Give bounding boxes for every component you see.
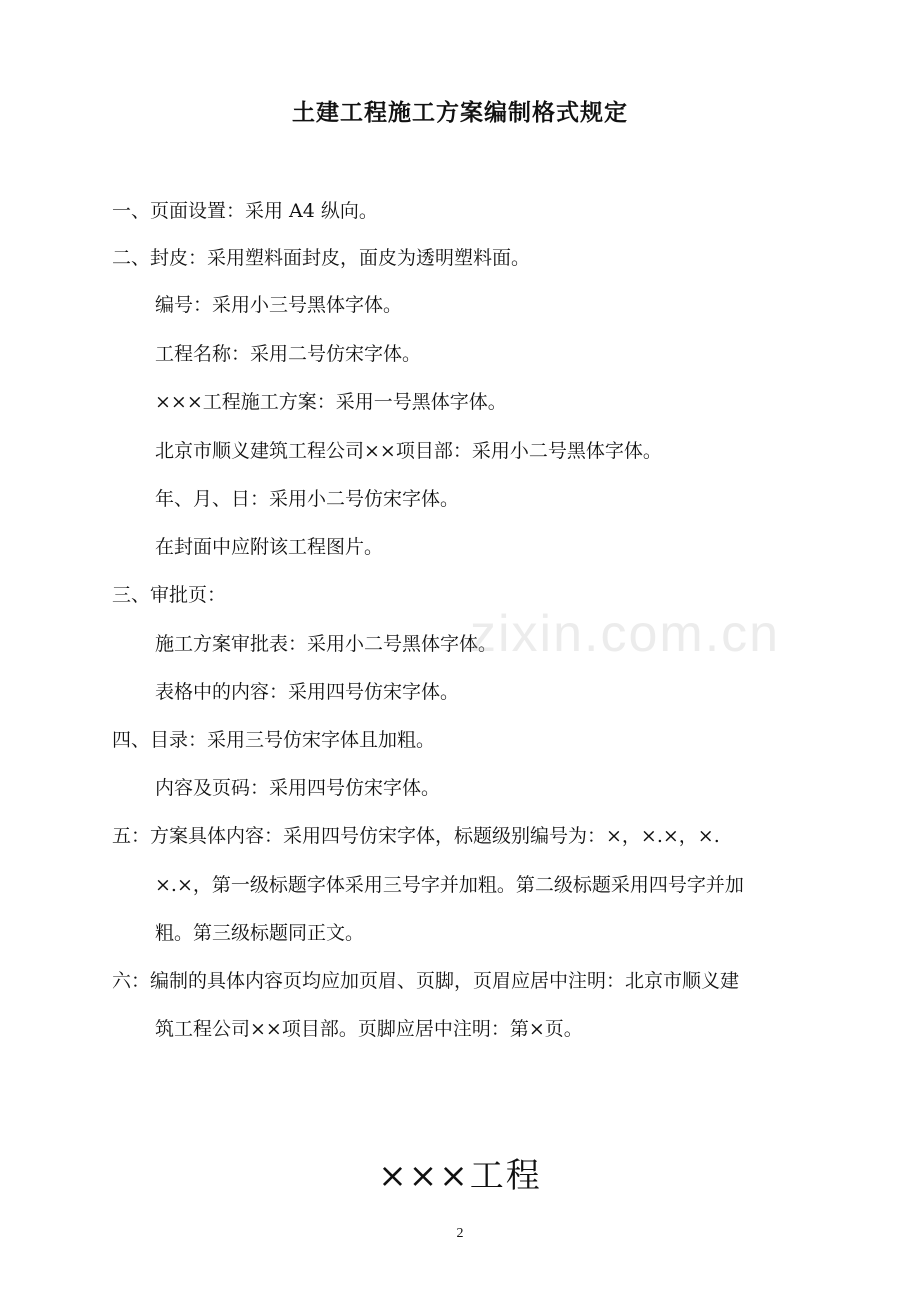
cover-item-plan-title: ×××工程施工方案：采用一号黑体字体。 bbox=[155, 391, 507, 413]
cover-item-picture: 在封面中应附该工程图片。 bbox=[155, 536, 384, 558]
watermark: zixin.com.cn bbox=[470, 605, 781, 663]
section-5-content-line-2: ×.×，第一级标题字体采用三号字并加粗。第二级标题采用四号字并加 bbox=[155, 874, 744, 896]
cover-item-company: 北京市顺义建筑工程公司××项目部：采用小二号黑体字体。 bbox=[155, 440, 662, 462]
approval-item-form: 施工方案审批表：采用小二号黑体字体。 bbox=[155, 633, 498, 655]
section-2-cover: 二、封皮：采用塑料面封皮，面皮为透明塑料面。 bbox=[112, 247, 531, 269]
project-subtitle: ×××工程 bbox=[378, 1156, 542, 1196]
document-title: 土建工程施工方案编制格式规定 bbox=[292, 99, 628, 126]
cover-item-date: 年、月、日：采用小二号仿宋字体。 bbox=[155, 488, 460, 510]
section-6-header-footer-line-1: 六：编制的具体内容页均应加页眉、页脚，页眉应居中注明：北京市顺义建 bbox=[112, 970, 740, 992]
approval-item-table-content: 表格中的内容：采用四号仿宋字体。 bbox=[155, 681, 460, 703]
cover-item-project-name: 工程名称：采用二号仿宋字体。 bbox=[155, 343, 422, 365]
section-4-toc: 四、目录：采用三号仿宋字体且加粗。 bbox=[112, 729, 436, 751]
section-1-page-setup: 一、页面设置：采用 A4 纵向。 bbox=[112, 200, 378, 222]
section-5-content-line-3: 粗。第三级标题同正文。 bbox=[155, 922, 365, 944]
section-3-approval: 三、审批页： bbox=[112, 584, 227, 606]
toc-item-content: 内容及页码：采用四号仿宋字体。 bbox=[155, 777, 441, 799]
page-number: 2 bbox=[456, 1226, 464, 1241]
section-5-content-line-1: 五：方案具体内容：采用四号仿宋字体，标题级别编号为：×，×.×，×. bbox=[112, 825, 720, 847]
section-6-header-footer-line-2: 筑工程公司××项目部。页脚应居中注明：第×页。 bbox=[155, 1018, 583, 1040]
cover-item-number: 编号：采用小三号黑体字体。 bbox=[155, 294, 403, 316]
